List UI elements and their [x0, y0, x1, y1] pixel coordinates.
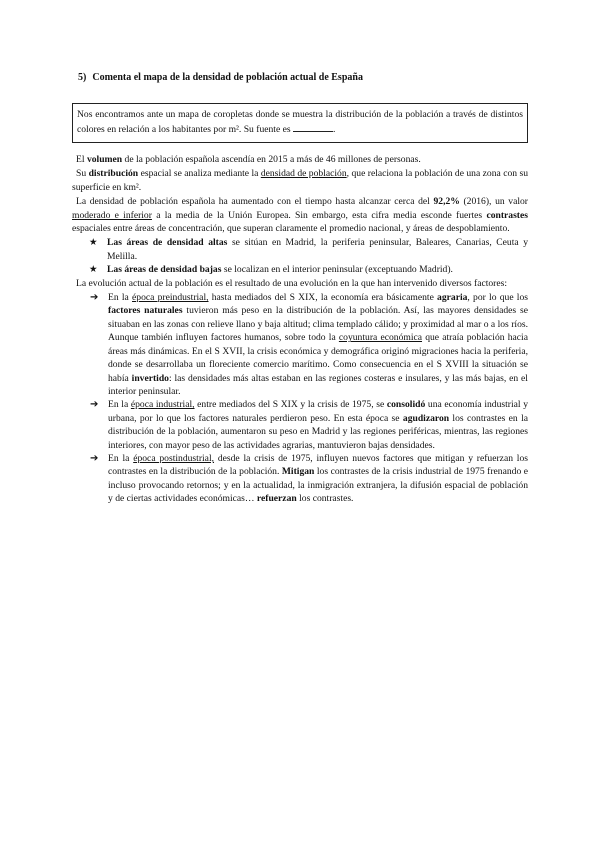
text-run: se localizan en el interior peninsular (exceptuando Madrid). [221, 264, 453, 276]
question-heading [78, 72, 363, 83]
density-areas-list [72, 236, 528, 276]
star-icon: ★ [89, 264, 98, 276]
paragraph-volume [72, 153, 528, 166]
text-run: , por lo que los [467, 292, 528, 304]
underlined-term: densidad de población [260, 168, 347, 180]
bold-term: agraria [437, 292, 468, 304]
text-run: El [76, 154, 87, 165]
question-title: Comenta el mapa de la densidad de población actual de España [92, 72, 363, 83]
list-item [90, 452, 528, 506]
text-run: hasta mediados del S XIX, la economía era básicamente [208, 292, 438, 304]
question-number: 5) [78, 72, 87, 83]
text-run: Su [76, 168, 89, 180]
underlined-term: moderado e inferior [72, 209, 152, 221]
intro-box [72, 103, 528, 143]
text-run: los contrastes. [296, 493, 354, 505]
text-run: a la media de la Unión Europea. Sin embargo, esta cifra media esconde fuertes [151, 209, 487, 221]
text-run: : las densidades más altas estaban en las regiones costeras e insulares, y las más bajas, en el interior peninsular. [108, 372, 528, 397]
bold-term: Las áreas de densidad altas [107, 237, 228, 249]
text-run: espacial se analiza mediante la [138, 168, 261, 180]
bold-term: agudizaron [402, 412, 450, 424]
star-icon: ★ [89, 237, 98, 249]
bold-term: Las áreas de densidad bajas [107, 264, 222, 276]
list-item [89, 263, 528, 276]
bold-term: distribución [88, 168, 139, 180]
bold-term: invertido [131, 372, 169, 384]
bold-term: factores naturales [108, 305, 183, 317]
text-run: una economía industrial y urbana, por lo que los factores naturales perdieron peso. En esta época se [108, 399, 529, 424]
text-run: , que relaciona la población de una zona con su superficie en km². [72, 168, 528, 193]
body-text [72, 153, 528, 506]
text-run: espaciales entre áreas de concentración, que superan claramente el promedio nacional, y áreas de despoblamiento. [72, 223, 510, 235]
text-run: se sitúan en Madrid, la periferia peninsular, Baleares, Canarias, Ceuta y Melilla. [107, 237, 528, 262]
intro-text: Nos encontramos ante un mapa de coropletas donde se muestra la distribución de la población a través de distintos colores en relación a los habitantes por m². Su fuente es [77, 109, 523, 135]
text-run: En la [108, 292, 133, 304]
text-run: tuvieron más peso en la distribución de la población. Así, las mayores densidades se situaban en las zonas con relieve llano y baja altitud; clima templado cálido; y proximidad al mar o a los ríos. Aunque también influyen factores humanos, sobre todo la [108, 305, 528, 344]
paragraph-density [72, 195, 528, 235]
arrow-right-icon: ➔ [90, 292, 99, 304]
underlined-term: época postindustrial, [133, 452, 215, 464]
bold-term: contrastes [486, 209, 528, 221]
text-run: los contrastes en la distribución de la población, aumentaron su peso en Madrid y las regiones periféricas, mientras, las regiones interiores, con mayor peso de las actividades agrarias, mantuvieron bajas densidades. [108, 412, 528, 451]
intro-text-end: . [333, 124, 336, 135]
bold-term: refuerzan [256, 493, 297, 505]
text-run: entre mediados del S XIX y la crisis de 1975, se [194, 399, 387, 411]
arrow-right-icon: ➔ [90, 452, 99, 464]
underlined-term: época industrial, [130, 399, 195, 411]
evolution-factors-list [72, 291, 528, 506]
bold-term: consolidó [386, 399, 426, 411]
list-item [89, 236, 528, 263]
paragraph-distribution [72, 167, 528, 194]
list-item [90, 291, 528, 398]
text-run: los contrastes de la crisis industrial de 1975 frenando e incluso provocando retornos; y en la actualidad, la inmigración extranjera, la difusión espacial de población y de ciertas actividades económicas… [108, 466, 528, 505]
underlined-term: coyuntura económica [338, 332, 423, 344]
list-item [90, 398, 529, 452]
text-run: desde la crisis de 1975, influyen nuevos factores que mitigan y refuerzan los contrastes en la distribución de la población. [108, 452, 528, 478]
arrow-right-icon: ➔ [90, 399, 99, 411]
source-blank-line [293, 122, 333, 132]
text-run: que atraía población hacia áreas más dinámicas. En el S XVII, la crisis económica y demográfica originó migraciones hacia la periferia, donde se desarrollaba un floreciente comercio marítimo. Como consecuencia en el S XVIII la situación se había [108, 332, 528, 384]
text-run: La densidad de población española ha aumentado con el tiempo hasta alcanzar cerca del [76, 196, 434, 208]
bold-term: 92,2% [433, 196, 460, 208]
text-run: (2016), un valor [459, 196, 528, 208]
underlined-term: época preindustrial, [132, 292, 209, 304]
text-run: En la [108, 452, 134, 464]
text-run: En la [108, 399, 131, 411]
bold-term: Mitigan [281, 466, 315, 478]
paragraph-evolution: La evolución actual de la población es el resultado de una evolución en la que han intervenido diversos factores: [76, 277, 508, 289]
text-run: de la población española ascendía en 2015 a más de 46 millones de personas. [122, 154, 421, 165]
bold-term: volumen [86, 154, 123, 165]
